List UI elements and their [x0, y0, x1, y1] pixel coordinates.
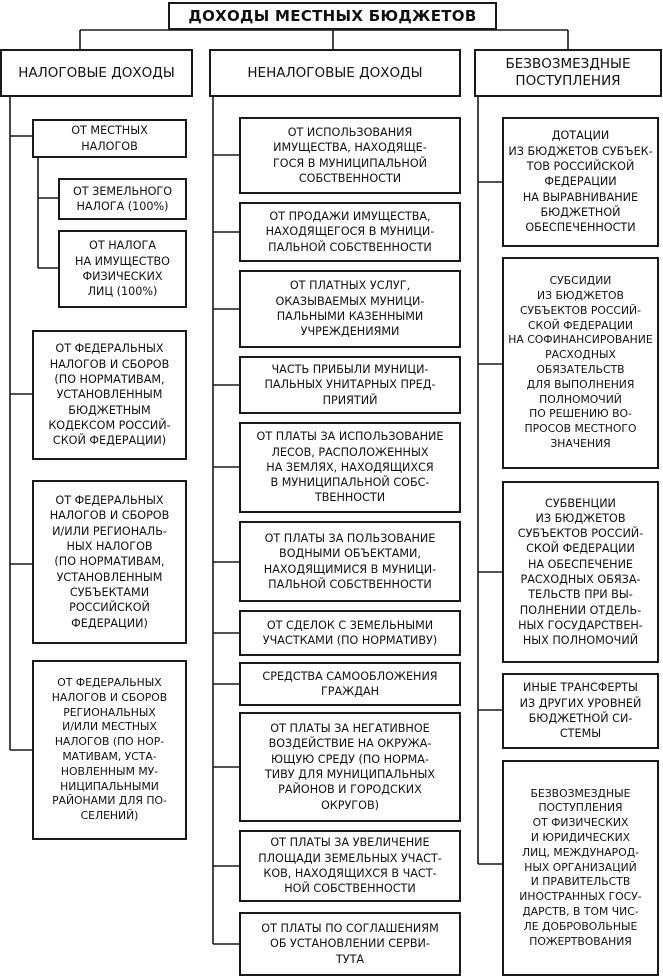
category-nontax-revenue: НЕНАЛОГОВЫЕ ДОХОДЫ — [209, 49, 461, 97]
gratis-other-transfers: ИНЫЕ ТРАНСФЕРТЫ ИЗ ДРУГИХ УРОВНЕЙ БЮДЖЕТНОЙ СИ- СТЕМЫ — [502, 673, 659, 749]
diagram-title: ДОХОДЫ МЕСТНЫХ БЮДЖЕТОВ — [168, 2, 497, 30]
gratis-subventions: СУБВЕНЦИИ ИЗ БЮДЖЕТОВ СУБЪЕКТОВ РОССИЙ- СКОЙ ФЕДЕРАЦИИ НА ОБЕСПЕЧЕНИЕ РАСХОДНЫХ ОБЯЗА- ТЕЛЬСТВ ПРИ ВЫ- ПОЛНЕНИИ ОТДЕЛЬ- НЫХ ГОСУДАРСТВЕН- НЫХ ПОЛНОМОЧИЙ — [502, 481, 659, 663]
nontax-forest-use: ОТ ПЛАТЫ ЗА ИСПОЛЬЗОВАНИЕ ЛЕСОВ, РАСПОЛОЖЕННЫХ НА ЗЕМЛЯХ, НАХОДЯЩИХСЯ В МУНИЦИПАЛЬНОЙ СОБС- ТВЕННОСТИ — [239, 422, 461, 513]
tax-federal-regional: ОТ ФЕДЕРАЛЬНЫХ НАЛОГОВ И СБОРОВ И/ИЛИ РЕГИОНАЛЬ- НЫХ НАЛОГОВ (ПО НОРМАТИВАМ, УСТАНОВЛЕННЫМ СУБЪЕКТАМИ РОССИЙСКОЙ ФЕДЕРАЦИИ) — [32, 480, 187, 644]
tax-land-tax: ОТ ЗЕМЕЛЬНОГО НАЛОГА (100%) — [58, 178, 187, 220]
nontax-land-deals: ОТ СДЕЛОК С ЗЕМЕЛЬНЫМИ УЧАСТКАМИ (ПО НОРМАТИВУ) — [239, 610, 461, 656]
gratis-cofinancing-subsidies: СУБСИДИИ ИЗ БЮДЖЕТОВ СУБЪЕКТОВ РОССИЙ- СКОЙ ФЕДЕРАЦИИ НА СОФИНАНСИРОВАНИЕ РАСХОДНЫХ ОБЯЗАТЕЛЬСТВ ДЛЯ ВЫПОЛНЕНИЯ ПОЛНОМОЧИЙ ПО РЕШЕНИЮ ВО- ПРОСОВ МЕСТНОГО ЗНАЧЕНИЯ — [502, 257, 659, 469]
nontax-enterprise-profit: ЧАСТЬ ПРИБЫЛИ МУНИЦИ- ПАЛЬНЫХ УНИТАРНЫХ ПРЕД- ПРИЯТИЙ — [239, 356, 461, 414]
nontax-property-use: ОТ ИСПОЛЬЗОВАНИЯ ИМУЩЕСТВА, НАХОДЯЩЕ- ГОСЯ В МУНИЦИПАЛЬНОЙ СОБСТВЕННОСТИ — [239, 117, 461, 194]
gratis-donations: БЕЗВОЗМЕЗДНЫЕ ПОСТУПЛЕНИЯ ОТ ФИЗИЧЕСКИХ И ЮРИДИЧЕСКИХ ЛИЦ, МЕЖДУНАРОД- НЫХ ОРГАНИЗАЦИЙ И ПРАВИТЕЛЬСТВ ИНОСТРАННЫХ ГОСУ- ДАРСТВ, В ТОМ ЧИС- ЛЕ ДОБРОВОЛЬНЫЕ ПОЖЕРТВОВАНИЯ — [502, 760, 659, 976]
category-gratuitous-receipts: БЕЗВОЗМЕЗДНЫЕ ПОСТУПЛЕНИЯ — [474, 49, 662, 97]
nontax-water-use: ОТ ПЛАТЫ ЗА ПОЛЬЗОВАНИЕ ВОДНЫМИ ОБЪЕКТАМИ, НАХОДЯЩИМИСЯ В МУНИЦИ- ПАЛЬНОЙ СОБСТВЕННОСТИ — [239, 521, 461, 602]
tax-federal-code: ОТ ФЕДЕРАЛЬНЫХ НАЛОГОВ И СБОРОВ (ПО НОРМАТИВАМ, УСТАНОВЛЕННЫМ БЮДЖЕТНЫМ КОДЕКСОМ РОССИЙ- СКОЙ ФЕДЕРАЦИИ) — [32, 330, 187, 460]
tax-property-tax: ОТ НАЛОГА НА ИМУЩЕСТВО ФИЗИЧЕСКИХ ЛИЦ (100%) — [58, 230, 187, 308]
nontax-environmental-impact: ОТ ПЛАТЫ ЗА НЕГАТИВНОЕ ВОЗДЕЙСТВИЕ НА ОКРУЖА- ЮЩУЮ СРЕДУ (ПО НОРМА- ТИВУ ДЛЯ МУНИЦИПАЛЬНЫХ РАЙОНОВ И ГОРОДСКИХ ОКРУГОВ) — [239, 712, 461, 822]
nontax-land-area-increase: ОТ ПЛАТЫ ЗА УВЕЛИЧЕНИЕ ПЛОЩАДИ ЗЕМЕЛЬНЫХ УЧАСТ- КОВ, НАХОДЯЩИХСЯ В ЧАСТ- НОЙ СОБСТВЕННОСТИ — [239, 830, 461, 902]
nontax-self-taxation: СРЕДСТВА САМООБЛОЖЕНИЯ ГРАЖДАН — [239, 662, 461, 706]
nontax-property-sale: ОТ ПРОДАЖИ ИМУЩЕСТВА, НАХОДЯЩЕГОСЯ В МУНИЦИ- ПАЛЬНОЙ СОБСТВЕННОСТИ — [239, 202, 461, 262]
tax-federal-municipal: ОТ ФЕДЕРАЛЬНЫХ НАЛОГОВ И СБОРОВ РЕГИОНАЛЬНЫХ И/ИЛИ МЕСТНЫХ НАЛОГОВ (ПО НОР- МАТИВАМ, УСТА- НОВЛЕННЫМ МУ- НИЦИПАЛЬНЫМИ РАЙОНАМИ ДЛЯ ПО- СЕЛЕНИЙ) — [32, 660, 187, 840]
nontax-servitude-agreements: ОТ ПЛАТЫ ПО СОГЛАШЕНИЯМ ОБ УСТАНОВЛЕНИИ СЕРВИ- ТУТА — [239, 912, 461, 976]
gratis-subsidies-equalization: ДОТАЦИИ ИЗ БЮДЖЕТОВ СУБЪЕК- ТОВ РОССИЙСКОЙ ФЕДЕРАЦИИ НА ВЫРАВНИВАНИЕ БЮДЖЕТНОЙ ОБЕСПЕЧЕННОСТИ — [502, 117, 659, 247]
nontax-paid-services: ОТ ПЛАТНЫХ УСЛУГ, ОКАЗЫВАЕМЫХ МУНИЦИ- ПАЛЬНЫМИ КАЗЕННЫМИ УЧРЕЖДЕНИЯМИ — [239, 270, 461, 348]
category-tax-revenue: НАЛОГОВЫЕ ДОХОДЫ — [0, 49, 193, 97]
tax-local-taxes: ОТ МЕСТНЫХ НАЛОГОВ — [32, 119, 187, 158]
